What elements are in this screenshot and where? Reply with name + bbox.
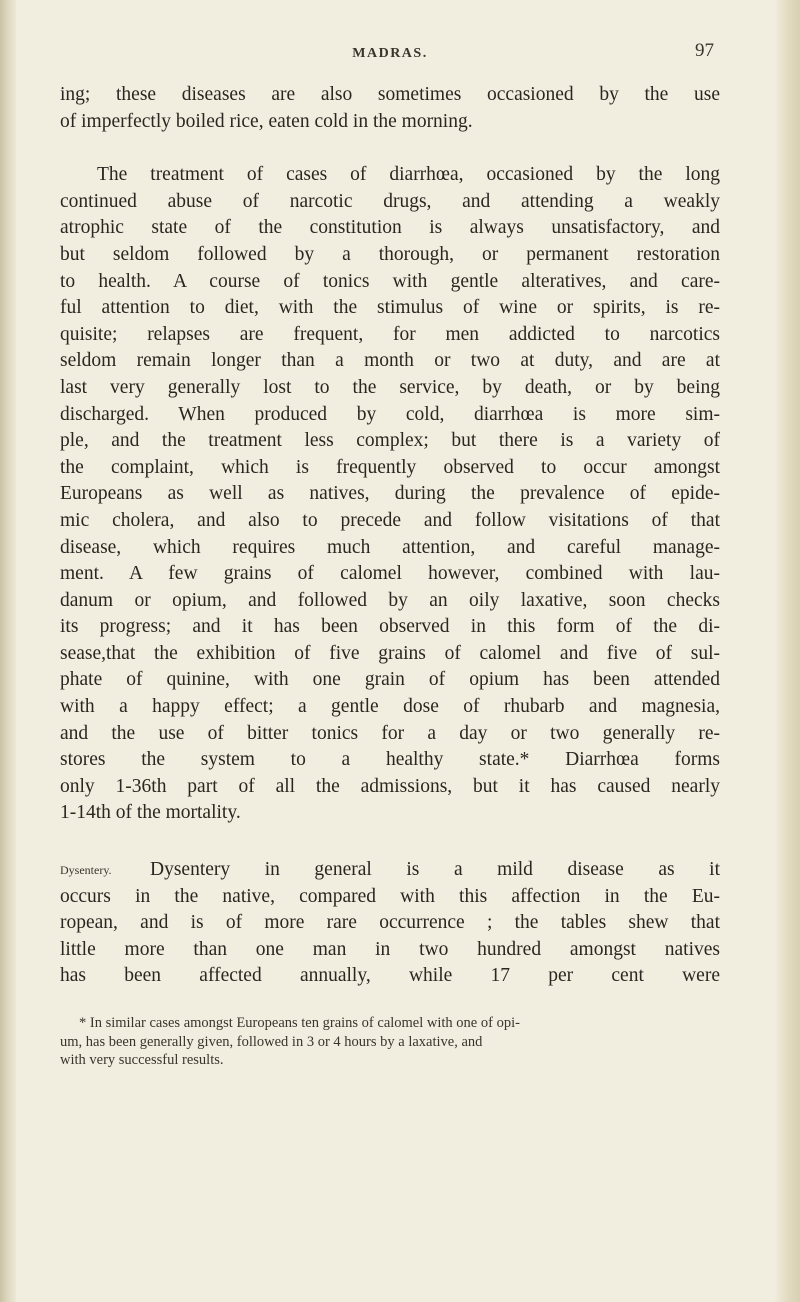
page-number: 97 — [695, 40, 714, 61]
text-line: has been affected annually, while 17 per cent were — [60, 965, 720, 987]
text-line: Dysentery in general is a mild disease as it — [150, 859, 720, 881]
text-line: stores the system to a healthy state.* Diarrhœa forms — [60, 749, 720, 771]
footnote-line: um, has been generally given, followed in 3 or 4 hours by a laxative, and — [60, 1033, 483, 1050]
footnote — [60, 1014, 720, 1070]
text-line: atrophic state of the constitution is always unsatisfactory, and — [60, 217, 720, 239]
text-line: ple, and the treatment less complex; but there is a variety of — [60, 430, 720, 452]
text-line: Europeans as well as natives, during the prevalence of epide- — [60, 483, 720, 505]
text-line: quisite; relapses are frequent, for men addicted to narcotics — [60, 323, 720, 345]
text-line: occurs in the native, compared with this affection in the Eu- — [60, 885, 720, 907]
text-line: its progress; and it has been observed in this form of the di- — [60, 616, 720, 638]
book-gutter — [0, 0, 16, 1302]
text-line: disease, which requires much attention, and careful manage- — [60, 536, 720, 558]
text-line: continued abuse of narcotic drugs, and attending a weakly — [60, 190, 720, 212]
text-line: only 1-36th part of all the admissions, but it has caused nearly — [60, 775, 720, 797]
sidenote-dysentery: Dysentery. — [60, 863, 112, 878]
text-line: and the use of bitter tonics for a day or two generally re- — [60, 722, 720, 744]
text-line: The treatment of cases of diarrhœa, occasioned by the long — [97, 164, 720, 186]
text-line: mic cholera, and also to precede and follow visitations of that — [60, 509, 720, 531]
text-line: ropean, and is of more rare occurrence ; the tables shew that — [60, 912, 720, 934]
text-line: ment. A few grains of calomel however, combined with lau- — [60, 563, 720, 585]
paragraph-diarrhoea-treatment — [60, 162, 720, 827]
text-line: to health. A course of tonics with gentle alteratives, and care- — [60, 270, 720, 292]
footnote-line: * In similar cases amongst Europeans ten grains of calomel with one of opi- — [79, 1015, 520, 1031]
text-line: little more than one man in two hundred amongst natives — [60, 938, 720, 960]
paragraph-dysentery — [60, 857, 720, 990]
text-line: but seldom followed by a thorough, or permanent restoration — [60, 243, 720, 265]
body-text — [60, 82, 720, 1070]
text-line: ing; these diseases are also sometimes occasioned by the use — [60, 84, 720, 105]
text-line: seldom remain longer than a month or two at duty, and are at — [60, 350, 720, 372]
text-line: danum or opium, and followed by an oily laxative, soon checks — [60, 589, 720, 611]
text-line: last very generally lost to the service, by death, or by being — [60, 376, 720, 398]
page-edge — [774, 0, 800, 1302]
running-head: MADRAS. — [352, 46, 428, 61]
page-header — [60, 40, 720, 70]
text-line: ful attention to diet, with the stimulus of wine or spirits, is re- — [60, 297, 720, 319]
text-line: the complaint, which is frequently observed to occur amongst — [60, 456, 720, 478]
text-line: of imperfectly boiled rice, eaten cold in the morning. — [60, 110, 473, 132]
paragraph-continuation — [60, 82, 720, 135]
dysentery-section — [60, 857, 720, 990]
text-line: sease,that the exhibition of five grains of calomel and five of sul- — [60, 642, 720, 664]
text-line: phate of quinine, with one grain of opium has been attended — [60, 669, 720, 691]
footnote-line: with very successful results. — [60, 1052, 224, 1068]
text-line: discharged. When produced by cold, diarrhœa is more sim- — [60, 403, 720, 425]
text-line: with a happy effect; a gentle dose of rhubarb and magnesia, — [60, 696, 720, 718]
text-line: 1-14th of the mortality. — [60, 802, 241, 824]
